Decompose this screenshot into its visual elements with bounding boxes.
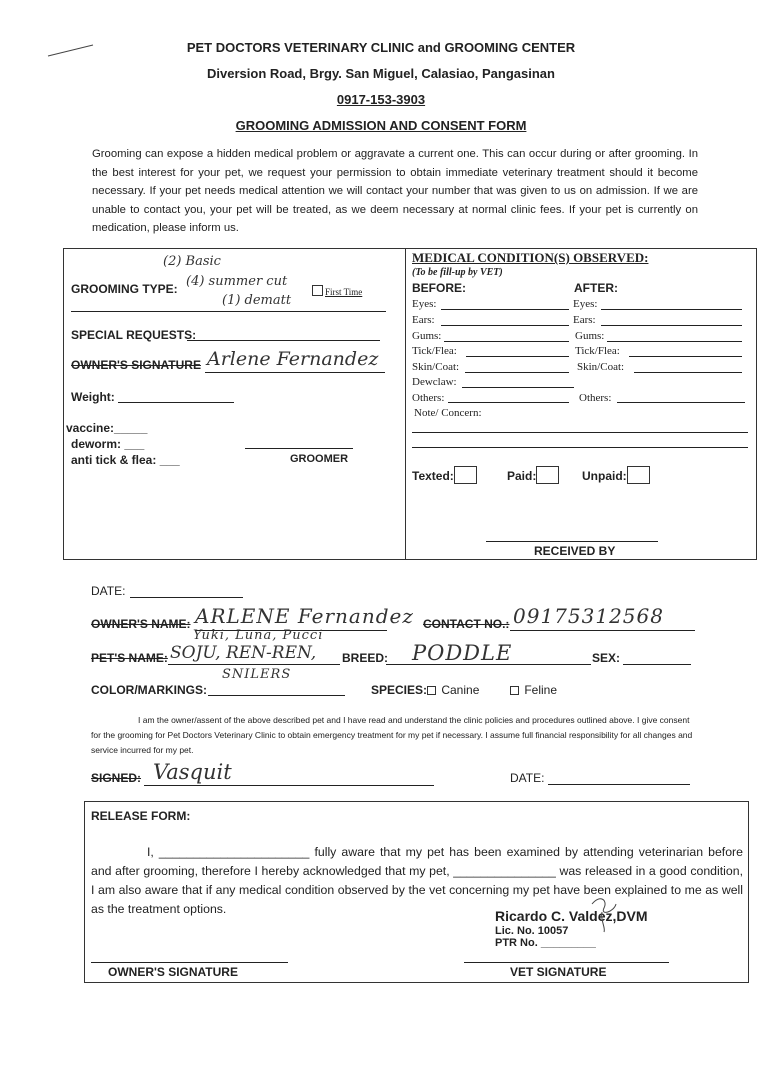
special-requests-label: SPECIAL REQUESTS: [71, 328, 197, 342]
deworm-label: deworm: ___ [71, 437, 145, 451]
color-markings-field[interactable] [208, 695, 345, 696]
others-after-field[interactable] [617, 402, 745, 403]
breed-label: BREED: [342, 651, 389, 665]
first-time-checkbox[interactable] [312, 285, 362, 297]
pet-name-value: SOJU, REN-REN, [170, 643, 317, 663]
breed-field[interactable] [386, 664, 591, 665]
eyes-after-label: Eyes: [573, 298, 598, 310]
species-canine-option[interactable] [427, 683, 479, 697]
owner-signature-value: Arlene Fernandez [207, 348, 379, 370]
tickflea-after-label: Tick/Flea: [575, 345, 620, 357]
vet-name-stamp: Ricardo C. Valdez,DVM [495, 908, 648, 924]
tickflea-before-label: Tick/Flea: [412, 345, 457, 357]
first-time-box-icon [312, 285, 323, 296]
signed-value: Vasquit [153, 760, 232, 784]
vet-license: Lic. No. 10057 [495, 925, 569, 937]
contact-no-field[interactable] [510, 630, 695, 631]
gums-after-field[interactable] [607, 341, 742, 342]
consent-paragraph: I am the owner/assent of the above described pet and I have read and understand the clinic policies and procedures outlined above. I give consent for the grooming for Pet Doctors Veterinary Clinic to obtain emergency treatment for my pet if necessary. I assume full financial responsibility for all changes and service incurred for my pet. [91, 715, 693, 755]
contact-no-label: CONTACT NO.: [423, 617, 510, 631]
pet-name-field[interactable] [168, 664, 340, 665]
paid-label: Paid: [507, 469, 537, 483]
canine-box-icon [427, 686, 436, 695]
grooming-type-value-2: (4) summer cut [186, 274, 288, 289]
dewclaw-field[interactable] [462, 387, 574, 388]
ears-before-label: Ears: [412, 314, 435, 326]
species-feline-option[interactable] [510, 683, 557, 697]
texted-box [454, 466, 477, 484]
note-line-2[interactable] [412, 447, 748, 448]
special-requests-field[interactable] [187, 340, 380, 341]
skincoat-after-label: Skin/Coat: [577, 361, 625, 373]
before-label: BEFORE: [412, 281, 466, 295]
box-divider [405, 248, 406, 559]
feline-box-icon [510, 686, 519, 695]
contact-no-value: 09175312568 [513, 604, 664, 628]
unpaid-box [627, 466, 650, 484]
date-field[interactable] [130, 597, 243, 598]
note-line-1[interactable] [412, 432, 748, 433]
gums-before-field[interactable] [444, 341, 569, 342]
after-label: AFTER: [574, 281, 618, 295]
eyes-before-field[interactable] [441, 309, 569, 310]
grooming-type-value-3: (1) dematt [222, 293, 292, 308]
canine-label: Canine [441, 683, 480, 697]
gums-after-label: Gums: [575, 330, 605, 342]
species-label: SPECIES: [371, 683, 428, 697]
color-markings-label: COLOR/MARKINGS: [91, 683, 207, 697]
others-before-label: Others: [412, 392, 445, 404]
owner-name-value: ARLENE Fernandez [195, 604, 414, 628]
others-before-field[interactable] [448, 402, 569, 403]
weight-label: Weight: [71, 390, 115, 404]
grooming-type-line [71, 311, 386, 312]
feline-label: Feline [524, 683, 558, 697]
tickflea-before-field[interactable] [466, 356, 569, 357]
skincoat-before-label: Skin/Coat: [412, 361, 460, 373]
signed-date-label: DATE: [510, 771, 545, 785]
paid-box [536, 466, 559, 484]
clinic-phone: 0917-153-3903 [336, 92, 426, 107]
owner-signature-label: OWNER'S SIGNATURE [71, 358, 201, 372]
sex-field[interactable] [623, 664, 691, 665]
received-by-line [486, 541, 658, 542]
clinic-name: PET DOCTORS VETERINARY CLINIC and GROOMING CENTER [186, 40, 576, 55]
ears-after-label: Ears: [573, 314, 596, 326]
unpaid-checkbox[interactable] [582, 466, 650, 484]
vaccine-label: vaccine:_____ [66, 421, 148, 435]
texted-checkbox[interactable] [412, 466, 477, 484]
vet-signature-scribble [586, 890, 626, 934]
release-paragraph: I, ______________________ fully aware that my pet has been examined by attending veterinarian before and after grooming, therefore I hereby acknowledged that my pet, _______________ was released in a good condition, I am also aware that if any medical condition observed by the vet concerning my pet have been explained to me as well as the treatment options. [91, 845, 743, 916]
breed-value: PODDLE [412, 641, 513, 665]
ears-after-field[interactable] [601, 325, 742, 326]
note-concern-label: Note/ Concern: [414, 407, 482, 419]
medical-condition-title: MEDICAL CONDITION(S) OBSERVED: [412, 250, 649, 265]
eyes-before-label: Eyes: [412, 298, 437, 310]
date-label: DATE: [91, 584, 126, 598]
owner-signature-release-line [91, 962, 288, 963]
release-form-title: RELEASE FORM: [91, 809, 191, 823]
tickflea-after-field[interactable] [629, 356, 742, 357]
vet-signature-line [464, 962, 669, 963]
signed-field[interactable] [144, 785, 434, 786]
received-by-label: RECEIVED BY [534, 544, 616, 558]
grooming-type-label: GROOMING TYPE: [71, 282, 178, 296]
owner-name-label: OWNER'S NAME: [91, 617, 191, 631]
pet-name-extra-bottom: SNILERS [222, 667, 292, 682]
first-time-label: First Time [325, 287, 363, 297]
pet-name-label: PET'S NAME: [91, 651, 168, 665]
anti-tick-label: anti tick & flea: ___ [71, 453, 180, 467]
grooming-type-value-1: (2) Basic [163, 254, 221, 269]
clinic-address: Diversion Road, Brgy. San Miguel, Calasiao, Pangasinan [207, 66, 555, 81]
gums-before-label: Gums: [412, 330, 442, 342]
owner-signature-line [205, 372, 385, 373]
owner-signature-release-label: OWNER'S SIGNATURE [108, 965, 238, 979]
vet-ptr: PTR No. _________ [495, 937, 596, 949]
dewclaw-label: Dewclaw: [412, 376, 457, 388]
signed-label: SIGNED: [91, 771, 142, 785]
others-after-label: Others: [579, 392, 612, 404]
groomer-label: GROOMER [290, 453, 349, 465]
paid-checkbox[interactable] [507, 466, 559, 484]
ears-before-field[interactable] [441, 325, 569, 326]
sex-label: SEX: [592, 651, 621, 665]
skincoat-before-field[interactable] [465, 372, 569, 373]
texted-label: Texted: [412, 469, 454, 483]
unpaid-label: Unpaid: [582, 469, 627, 483]
skincoat-after-field[interactable] [634, 372, 742, 373]
form-title: GROOMING ADMISSION AND CONSENT FORM [235, 118, 527, 133]
groomer-line [245, 448, 353, 449]
eyes-after-field[interactable] [601, 309, 742, 310]
intro-paragraph: Grooming can expose a hidden medical problem or aggravate a current one. This can occur during or after grooming. In the best interest for your pet, we request your permission to obtain immediate veterinary treatment should it become necessary. If your pet needs medical attention we will contact your number that was given to us on admission. If we are unable to contact you, your pet will be treated, as we deem necessary at normal clinic fees. If your pet is currently on medication, please inform us. [92, 148, 698, 234]
pet-name-extra-top: Yuki, Luna, Pucci [193, 628, 324, 643]
weight-field[interactable] [118, 402, 234, 403]
medical-condition-subtitle: (To be fill-up by VET) [412, 267, 503, 278]
signed-date-field[interactable] [548, 784, 690, 785]
vet-signature-label: VET SIGNATURE [510, 965, 607, 979]
